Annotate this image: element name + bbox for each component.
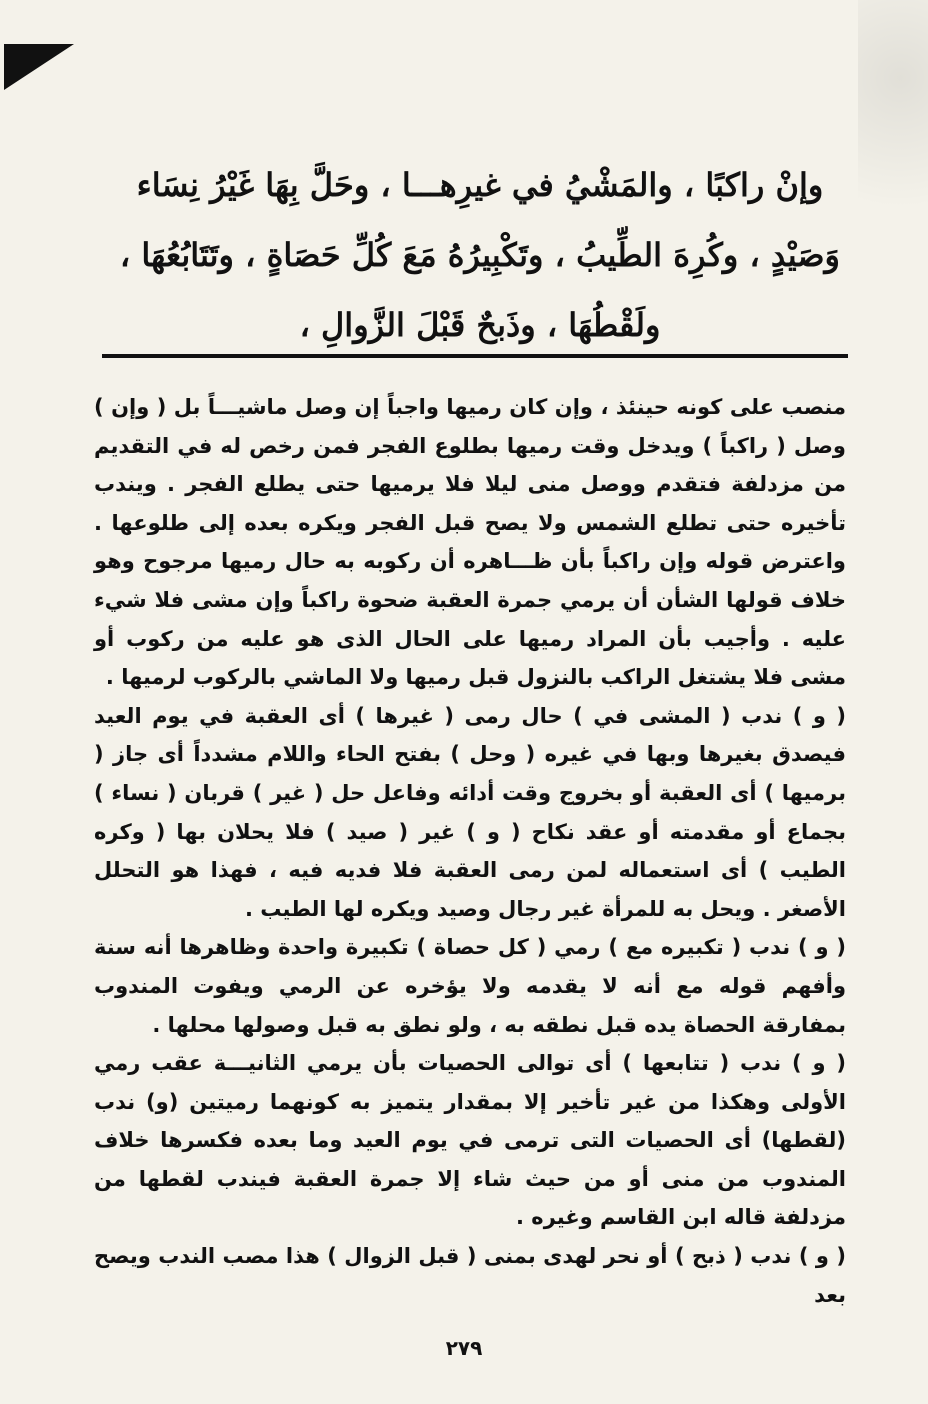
verse-line: ولَقْطُهَا ، وذَبحٌ قَبْلَ الزَّوالِ ، [299, 306, 661, 344]
commentary-paragraph: ( و ) ندب ( تكبيره مع ) رمي ( كل حصاة ) تكبيرة واحدة وظاهرها أنه سنة وأفهم قوله مع أنه لا يقدمه ولا يؤخره عن الرمي ويفوت المندوب بمفارقة الحصاة يده قبل نطقه به ، ولو نطق به قبل وصولها محلها . [94, 935, 846, 1037]
verse-block [120, 150, 840, 360]
page-number: ٢٧٩ [445, 1336, 483, 1360]
commentary-block [94, 388, 846, 1314]
scan-speckle [858, 0, 928, 260]
verse-line: وإنْ راكبًا ، والمَشْيُ في غيرِهـــا ، وحَلَّ بِهَا غَيْرُ نِسَاء [136, 166, 824, 204]
corner-fold-mark [4, 44, 74, 90]
commentary-paragraph: ( و ) ندب ( ذبح ) أو نحر لهدى بمنى ( قبل الزوال ) هذا مصب الندب ويصح بعد [94, 1244, 846, 1307]
commentary-paragraph: ( و ) ندب ( المشى في ) حال رمى ( غيرها ) أى العقبة في يوم العيد فيصدق بغيرها وبها في غيره ( وحل ) بفتح الحاء واللام مشدداً أى جاز ( برميها ) أى العقبة أو بخروج وقت أدائه وفاعل حل ( غير ) قربان ( نساء ) بجماع أو مقدمته أو عقد نكاح ( و ) غير ( صيد ) فلا يحلان بها ( وكره الطيب ) أى استعماله لمن رمى العقبة فلا فديه فيه ، فهذا هو التحلل الأصغر . ويحل به للمرأة غير رجال وصيد ويكره لها الطيب . [94, 703, 846, 921]
commentary-paragraph: منصب على كونه حينئذ ، وإن كان رميها واجباً إن وصل ماشيـــاً بل ( وإن ) وصل ( راكباً ) ويدخل وقت رميها بطلوع الفجر فمن رخص له في التقديم من مزدلفة فتقدم ووصل منى ليلا فلا يرميها حتى يطلع الفجر . ويندب تأخيره حتى تطلع الشمس ولا يصح قبل الفجر ويكره بعده إلى طلوعها . واعترض قوله وإن راكباً بأن ظـــاهره أن ركوبه به حال رميها مرجوح وهو خلاف قولها الشأن أن يرمي جمرة العقبة ضحوة راكباً وإن مشى فلا شيء عليه . وأجيب بأن المراد رميها على الحال الذى هو عليه من ركوب أو مشى فلا يشتغل الراكب بالنزول قبل رميها ولا الماشي بالركوب لرميها . [94, 395, 846, 690]
commentary-paragraph: ( و ) ندب ( تتابعها ) أى توالى الحصيات بأن يرمي الثانيـــة عقب رمي الأولى وهكذا من غير تأخير إلا بمقدار يتميز به كونهما رميتين (و) ندب (لقطها) أى الحصيات التى ترمى في يوم العيد وما بعده فكسرها خلاف المندوب من منى أو من حيث شاء إلا جمرة العقبة فيندب لقطها من مزدلفة قاله ابن القاسم وغيره . [94, 1051, 846, 1230]
separator-rule [102, 354, 848, 358]
verse-line: وَصَيْدٍ ، وكُرِهَ الطِّيبُ ، وتَكْبِيرُهُ مَعَ كُلِّ حَصَاةٍ ، وتَتَابُعُهَا ، [119, 236, 840, 274]
